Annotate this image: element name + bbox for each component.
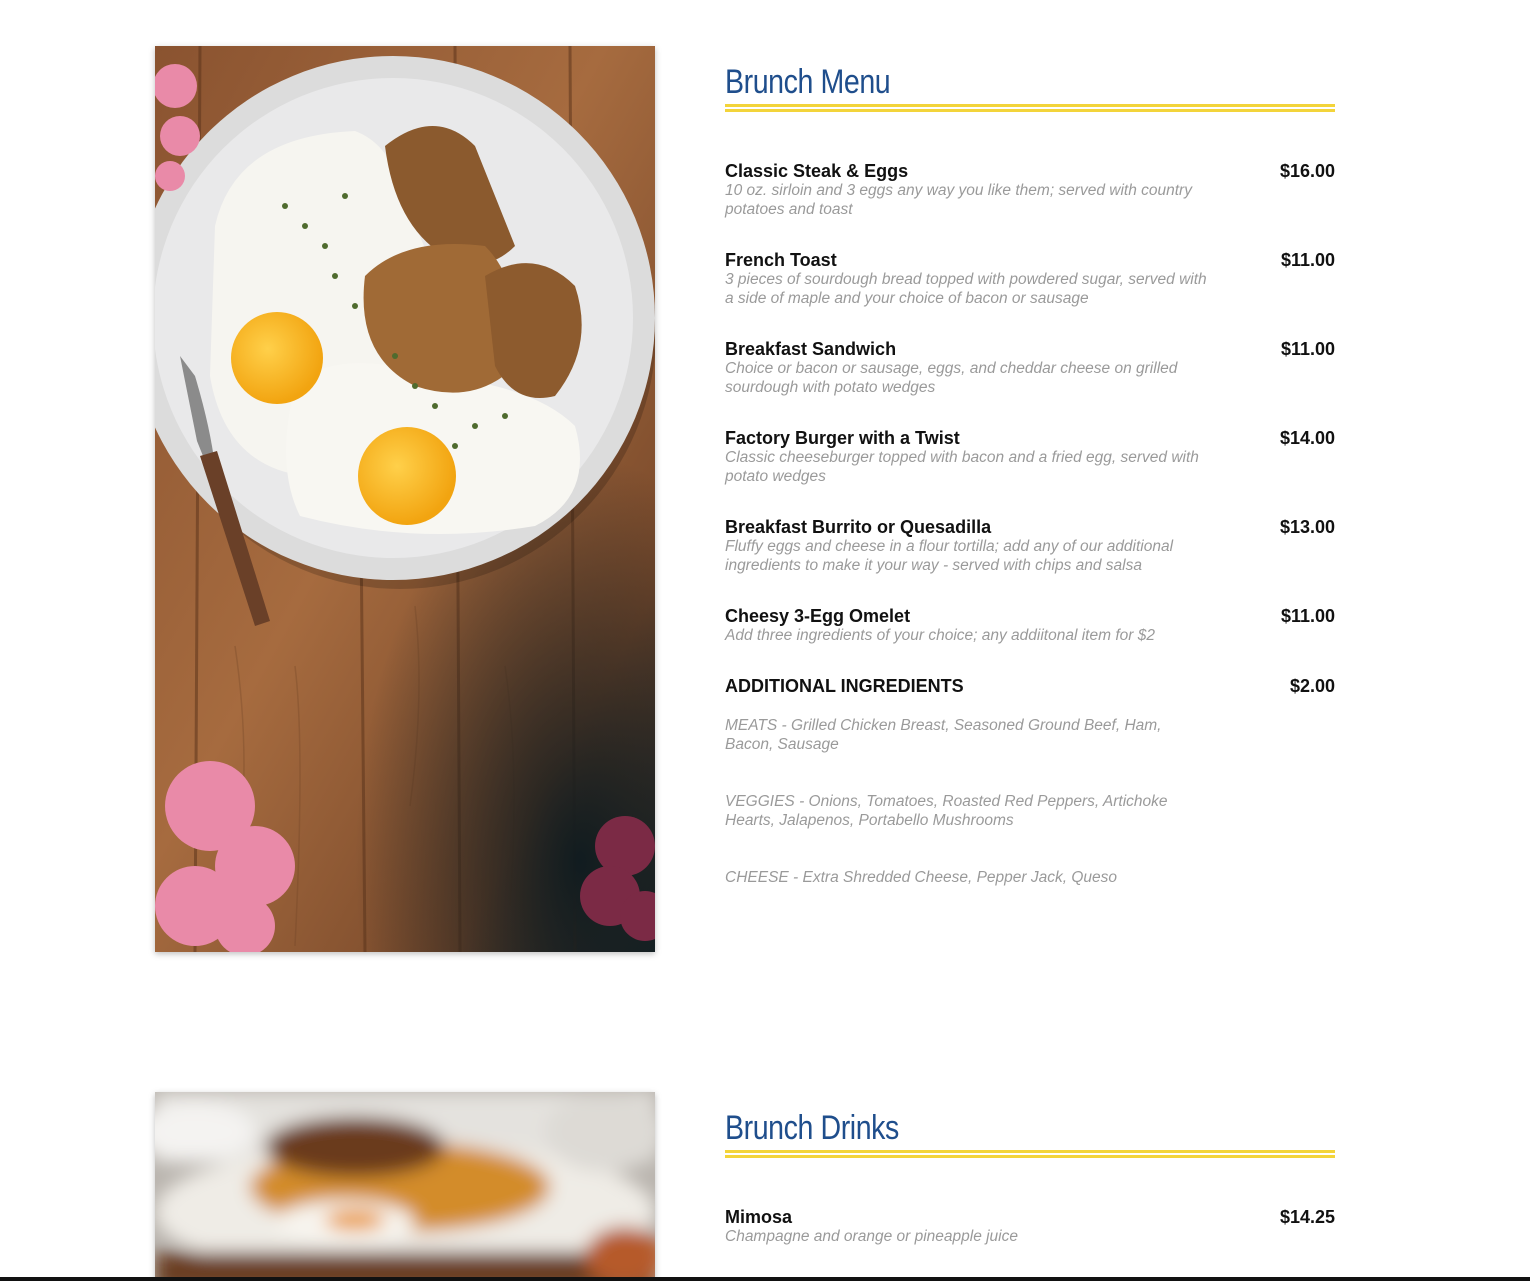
brunch-drinks-title: Brunch Drinks [725,1109,899,1147]
menu-item-name: Breakfast Burrito or Quesadilla [725,517,992,537]
blurred-brunch-plate-photo [155,1092,655,1281]
ingredient-group-veggies: VEGGIES - Onions, Tomatoes, Roasted Red Peppers, Artichoke Hearts, Jalapenos, Portabello Mushrooms [725,793,1168,829]
menu-item-description: Champagne and orange or pineapple juice [725,1228,1018,1245]
menu-item-price: $13.00 [1279,517,1335,537]
menu-item-price: $14.25 [1279,1207,1335,1227]
menu-item-description: 3 pieces of sourdough bread topped with powdered sugar, served with a side of maple and your choice of bacon or sausage [725,271,1207,307]
menu-item-name: Cheesy 3-Egg Omelet [725,606,911,626]
menu-item-description: Fluffy eggs and cheese in a flour tortilla; add any of our additional ingredients to make it your way - served with chips and salsa [725,538,1174,574]
additional-ingredients-price: $2.00 [1289,676,1335,696]
brunch-drinks-section [0,1050,1530,1281]
additional-ingredients-heading: ADDITIONAL INGREDIENTS [725,676,964,696]
title-underline [725,1150,1335,1158]
menu-item-name: French Toast [725,250,837,270]
menu-item-description: 10 oz. sirloin and 3 eggs any way you like them; served with country potatoes and toast [725,182,1192,218]
menu-item-price: $16.00 [1279,161,1335,181]
brunch-menu-list [725,62,1335,886]
menu-item-price: $11.00 [1280,606,1335,626]
ingredient-group-cheese: CHEESE - Extra Shredded Cheese, Pepper Jack, Queso [725,869,1118,886]
brunch-menu-title: Brunch Menu [725,63,891,101]
menu-item-name: Factory Burger with a Twist [725,428,960,448]
bottom-border [0,1277,1530,1281]
fried-eggs-and-toast-photo [155,46,655,952]
ingredient-group-meats: MEATS - Grilled Chicken Breast, Seasoned Ground Beef, Ham, Bacon, Sausage [725,717,1162,753]
menu-item-name: Classic Steak & Eggs [725,161,909,181]
menu-item-description: Add three ingredients of your choice; any addiitonal item for $2 [725,627,1155,644]
menu-item-price: $14.00 [1279,428,1335,448]
menu-item-description: Classic cheeseburger topped with bacon and a fried egg, served with potato wedges [725,449,1199,485]
menu-item-name: Breakfast Sandwich [725,339,897,359]
title-underline [725,104,1335,112]
menu-item-price: $11.00 [1280,250,1335,270]
brunch-drinks-list [725,1108,1335,1245]
menu-item-name: Mimosa [725,1207,793,1227]
menu-item-description: Choice or bacon or sausage, eggs, and cheddar cheese on grilled sourdough with potato wedges [725,360,1178,396]
menu-item-price: $11.00 [1280,339,1335,359]
